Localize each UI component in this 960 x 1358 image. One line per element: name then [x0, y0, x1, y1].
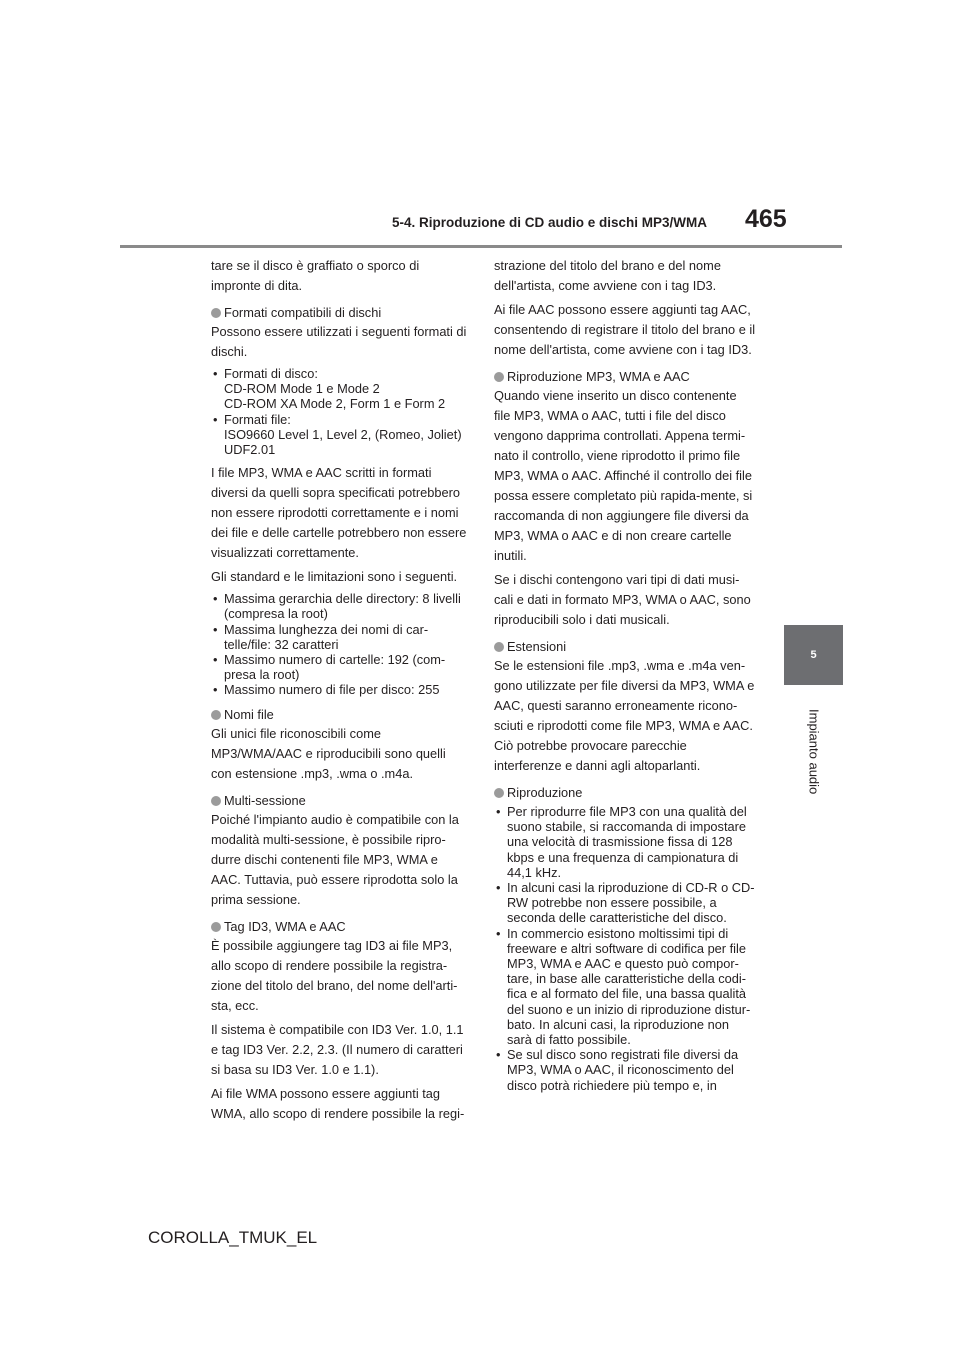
header-divider [120, 245, 842, 248]
body-paragraph: Ai file WMA possono essere aggiunti tag WMA, allo scopo di rendere possibile la regi- [211, 1085, 465, 1121]
bullet-list [494, 804, 756, 1093]
bullet-list [211, 366, 469, 457]
round-bullet-icon [494, 372, 504, 382]
section-heading-text: Estensioni [507, 639, 567, 654]
list-item: • Massima lunghezza dei nomi di car-telle/file: 32 caratteri [211, 622, 469, 652]
list-item: • Formati file: ISO9660 Level 1, Level 2, (Romeo, Joliet) UDF2.01 [211, 412, 469, 458]
left-column [211, 256, 469, 1128]
round-bullet-icon [211, 796, 221, 806]
list-item: • Massimo numero di cartelle: 192 (com-presa la root) [211, 652, 469, 682]
section-heading-text: Tag ID3, WMA e AAC [224, 918, 346, 934]
section-heading-text: Formati compatibili di dischi [224, 305, 382, 320]
section-heading [211, 706, 469, 724]
list-item: • Se sul disco sono registrati file diversi da MP3, WMA o AAC, il riconoscimento del disco potrà richiedere più tempo e, in [494, 1047, 756, 1093]
list-item: • Massimo numero di file per disco: 255 [211, 682, 469, 697]
chapter-number: 5 [810, 649, 817, 661]
round-bullet-icon [211, 710, 221, 720]
round-bullet-icon [211, 308, 221, 318]
bullet-list [211, 591, 469, 697]
list-item: • Massima gerarchia delle directory: 8 livelli (compresa la root) [211, 591, 469, 621]
page-number: 465 [745, 205, 787, 233]
body-paragraph: Possono essere utilizzati i seguenti formati di dischi. [211, 324, 467, 359]
section-heading-text: Riproduzione [507, 785, 583, 800]
section-heading [211, 918, 469, 936]
body-paragraph: strazione del titolo del brano e del nome dell'artista, come avviene con i tag ID3. [494, 258, 721, 293]
section-heading [211, 304, 469, 322]
body-paragraph: tare se il disco è graffiato o sporco di impronte di dita. [211, 258, 420, 293]
section-title: 5-4. Riproduzione di CD audio e dischi MP3/WMA [392, 215, 708, 230]
list-item: • In commercio esistono moltissimi tipi di freeware e altri software di codifica per file MP3, WMA e AAC e questo può compor-tare, in base alle caratteristiche della codi-fica e al formato del file, una bassa qualità del suono e un inizio di riproduzione distur-bato. In alcuni casi, la riproduzione non sarà di fatto possibile. [494, 926, 756, 1048]
body-paragraph: Gli standard e le limitazioni sono i seguenti. [211, 569, 458, 585]
section-heading-text: Multi-sessione [224, 792, 306, 808]
body-paragraph: Quando viene inserito un disco contenente file MP3, WMA o AAC, tutti i file del disco vengono dapprima controllati. Appena termi-nato il controllo, viene riprodotto il primo file MP3, WMA o AAC. Affinché il controllo dei file possa essere completato più rapida-mente, si raccomanda di non aggiungere file diversi da MP3, WMA o AAC e di non creare cartelle inutili. [494, 388, 753, 563]
list-item: • Formati di disco: CD-ROM Mode 1 e Mode 2 CD-ROM XA Mode 2, Form 1 e Form 2 [211, 366, 469, 412]
section-heading [494, 638, 756, 656]
body-paragraph: Se le estensioni file .mp3, .wma e .m4a ven-gono utilizzate per file diversi da MP3, WMA e AAC, questi saranno erroneamente ricono-sciuti e riprodotti come file MP3, WMA e AAC. Ciò potrebbe provocare parecchie interferenze e danni agli altoparlanti. [494, 658, 755, 773]
round-bullet-icon [494, 642, 504, 652]
body-paragraph: È possibile aggiungere tag ID3 ai file MP3, allo scopo di rendere possibile la registra-zione del titolo del brano, del nome dell'arti-sta, ecc. [211, 937, 458, 1013]
body-paragraph: I file MP3, WMA e AAC scritti in formati diversi da quelli sopra specificati potrebbero non essere riprodotti correttamente e i nomi dei file e delle cartelle potrebbero non essere visualizzati correttamente. [211, 465, 467, 561]
section-heading-text: Riproduzione MP3, WMA e AAC [507, 369, 690, 384]
right-column [494, 256, 756, 1099]
round-bullet-icon [494, 788, 504, 798]
body-paragraph: Il sistema è compatibile con ID3 Ver. 1.0, 1.1 e tag ID3 Ver. 2.2, 2.3. (Il numero di caratteri si basa su ID3 Ver. 1.0 e 1.1). [211, 1021, 464, 1077]
chapter-title: Impianto audio [806, 709, 822, 795]
section-heading [494, 784, 756, 802]
list-item: • Per riprodurre file MP3 con una qualità del suono stabile, si raccomanda di impostare una velocità di trasmissione fissa di 128 kbps e una frequenza di campionatura di 44,1 kHz. [494, 804, 756, 880]
body-paragraph: Gli unici file riconoscibili come MP3/WMA/AAC e riproducibili sono quelli con estensione .mp3, .wma o .m4a. [211, 725, 446, 781]
body-paragraph: Se i dischi contengono vari tipi di dati musi-cali e dati in formato MP3, WMA o AAC, sono riproducibili solo i dati musicali. [494, 572, 751, 627]
body-paragraph: Ai file AAC possono essere aggiunti tag AAC, consentendo di registrare il titolo del brano e il nome dell'artista, come avviene con i tag ID3. [494, 302, 756, 357]
model-code: COROLLA_TMUK_EL [148, 1228, 318, 1247]
list-item: • In alcuni casi la riproduzione di CD-R o CD-RW potrebbe non essere possibile, a seconda delle caratteristiche del disco. [494, 880, 756, 926]
section-heading [494, 368, 756, 386]
section-heading [211, 792, 469, 810]
body-paragraph: Poiché l'impianto audio è compatibile con la modalità multi-sessione, è possibile ripro-durre dischi contenenti file MP3, WMA e AAC. Tuttavia, può essere riprodotta solo la prima sessione. [211, 811, 459, 907]
round-bullet-icon [211, 922, 221, 932]
section-heading-text: Nomi file [224, 706, 274, 722]
chapter-tab [784, 625, 843, 685]
